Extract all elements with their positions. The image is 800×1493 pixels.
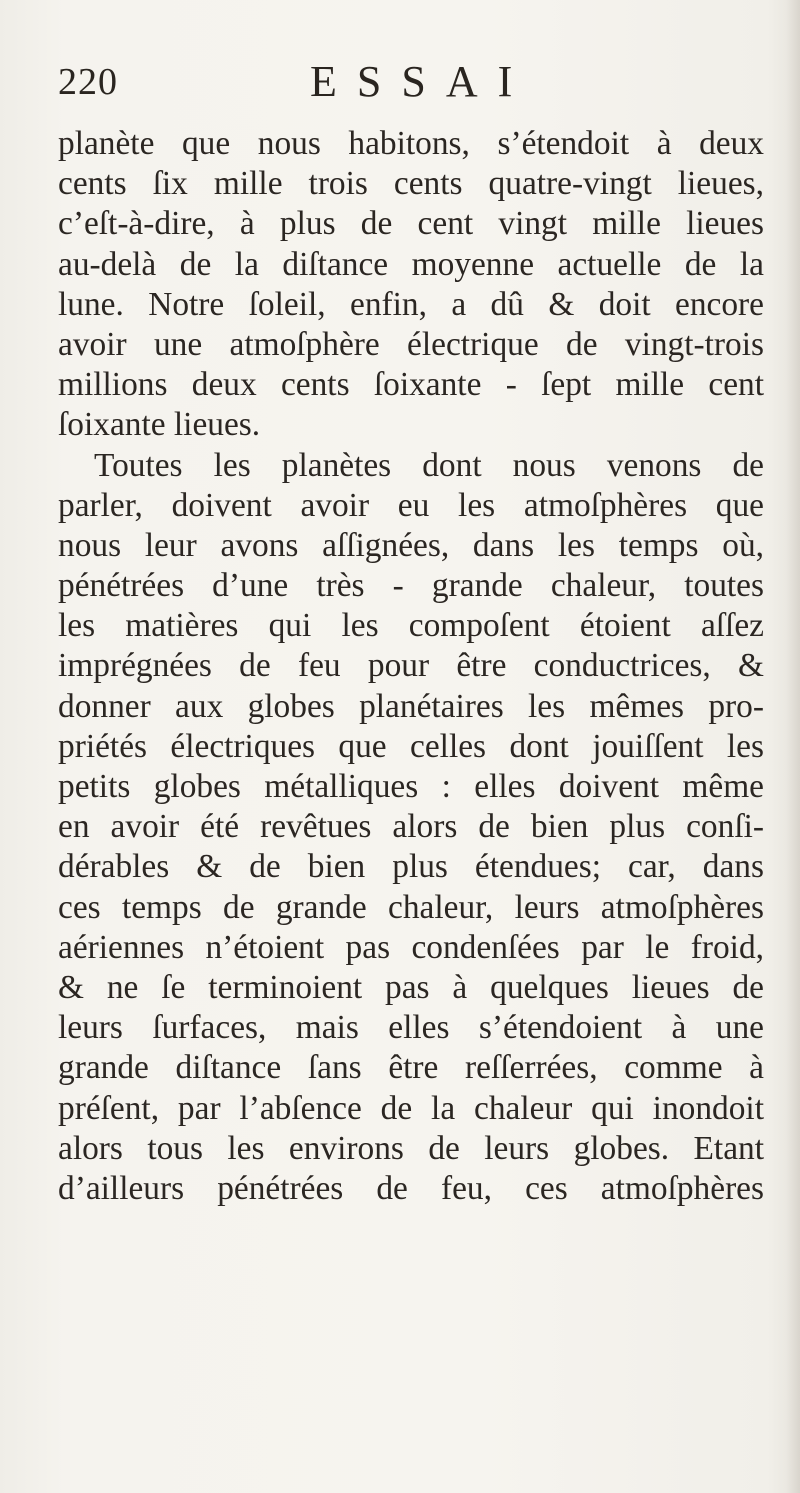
text-line: dérables & de bien plus étendues; car, dans: [58, 848, 764, 886]
text-line: en avoir été revêtues alors de bien plus conſi-: [58, 808, 764, 846]
text-line: alors tous les environs de leurs globes. Etant: [58, 1129, 764, 1167]
text-line: nous leur avons aſſignées, dans les temps où,: [58, 526, 764, 564]
page-edge-shadow: [786, 0, 800, 1493]
paragraph-1: [58, 124, 764, 446]
running-title: ESSAI: [310, 57, 533, 106]
text-line: préſent, par l’abſence de la chaleur qui inondoit: [58, 1089, 764, 1127]
text-line: planète que nous habitons, s’étendoit à deux: [58, 125, 764, 162]
text-line: d’ailleurs pénétrées de feu, ces atmoſphères: [58, 1169, 764, 1207]
paragraph-2: [58, 446, 764, 1210]
text-line: cents ſix mille trois cents quatre-vingt lieues,: [58, 165, 764, 203]
text-line: aériennes n’étoient pas condenſées par le froid,: [58, 928, 764, 966]
text-line: avoir une atmoſphère électrique de vingt-trois: [58, 325, 764, 363]
text-line: Toutes les planètes dont nous venons de: [94, 446, 764, 484]
text-line: leurs ſurfaces, mais elles s’étendoient à une: [58, 1009, 764, 1047]
text-line: les matières qui les compoſent étoient aſſez: [58, 607, 764, 645]
text-line: & ne ſe terminoient pas à quelques lieues de: [58, 968, 764, 1006]
text-line: donner aux globes planétaires les mêmes pro-: [58, 687, 764, 725]
body-text: [58, 124, 764, 1209]
text-line: grande diſtance ſans être reſſerrées, comme à: [58, 1049, 764, 1087]
text-line: c’eſt-à-dire, à plus de cent vingt mille lieues: [58, 205, 764, 243]
text-line: priétés électriques que celles dont jouiſſent les: [58, 727, 764, 765]
text-line: millions deux cents ſoixante - ſept mille cent: [58, 366, 764, 404]
text-line: ces temps de grande chaleur, leurs atmoſphères: [58, 888, 764, 926]
text-line: pénétrées d’une très - grande chaleur, toutes: [58, 567, 764, 605]
text-line: petits globes métalliques : elles doivent même: [58, 768, 764, 805]
text-line: lune. Notre ſoleil, enfin, a dû & doit encore: [58, 285, 764, 323]
page-number: 220: [58, 61, 118, 103]
text-line: au-delà de la diſtance moyenne actuelle de la: [58, 245, 764, 283]
text-line: parler, doivent avoir eu les atmoſphères que: [58, 486, 764, 524]
text-line: ſoixante lieues.: [58, 406, 261, 444]
page-header: [58, 56, 758, 116]
text-line: imprégnées de feu pour être conductrices, &: [58, 647, 764, 685]
